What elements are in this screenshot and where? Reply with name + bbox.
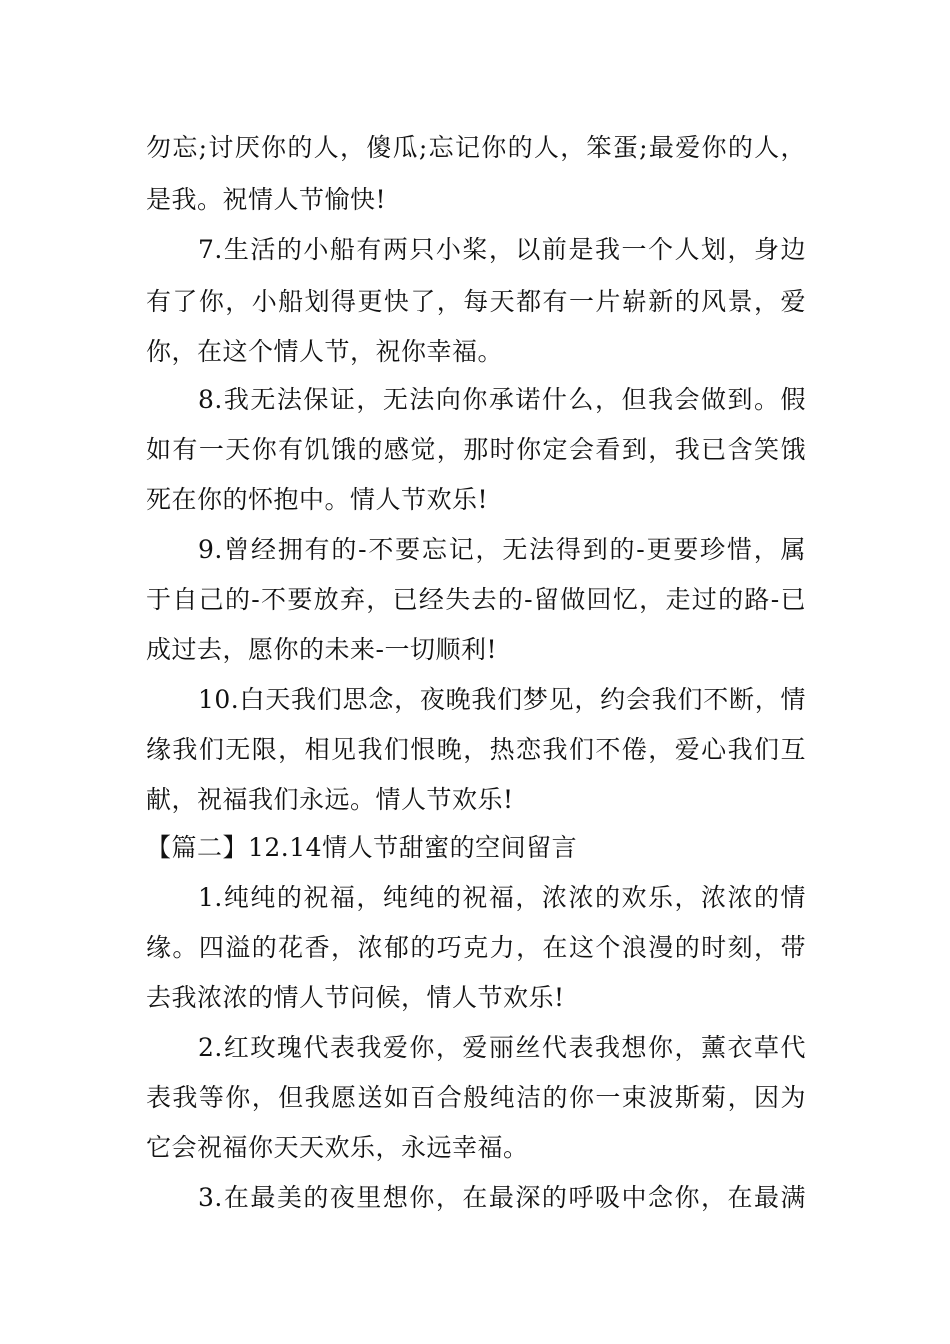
- text-line: 于自己的-不要放弃，已经失去的-留做回忆，走过的路-已: [146, 585, 806, 614]
- paragraph-10-line: 10.白天我们思念，夜晚我们梦见，约会我们不断，情: [198, 685, 806, 714]
- paragraph-7-line: 7.生活的小船有两只小桨，以前是我一个人划，身边: [198, 235, 806, 264]
- paragraph-8-line: 8.我无法保证，无法向你承诺什么，但我会做到。假: [198, 385, 806, 414]
- text-line: 死在你的怀抱中。情人节欢乐!: [146, 485, 489, 514]
- text-line: 你，在这个情人节，祝你幸福。: [146, 337, 504, 366]
- text-line: 献，祝福我们永远。情人节欢乐!: [146, 785, 514, 814]
- text-line: 有了你，小船划得更快了，每天都有一片崭新的风景，爱: [146, 287, 806, 316]
- paragraph-2-line: 2.红玫瑰代表我爱你，爱丽丝代表我想你，薰衣草代: [198, 1033, 806, 1062]
- section-heading: 【篇二】12.14情人节甜蜜的空间留言: [146, 833, 578, 862]
- text-line: 如有一天你有饥饿的感觉，那时你定会看到，我已含笑饿: [146, 435, 806, 464]
- paragraph-1-line: 1.纯纯的祝福，纯纯的祝福，浓浓的欢乐，浓浓的情: [198, 883, 806, 912]
- text-line: 勿忘;讨厌你的人，傻瓜;忘记你的人，笨蛋;最爱你的人，: [146, 133, 806, 162]
- text-line: 表我等你，但我愿送如百合般纯洁的你一束波斯菊，因为: [146, 1083, 806, 1112]
- paragraph-3-line: 3.在最美的夜里想你，在最深的呼吸中念你，在最满: [198, 1183, 806, 1212]
- text-line: 缘我们无限，相见我们恨晚，热恋我们不倦，爱心我们互: [146, 735, 806, 764]
- paragraph-9-line: 9.曾经拥有的-不要忘记，无法得到的-更要珍惜，属: [198, 535, 806, 564]
- text-line: 它会祝福你天天欢乐，永远幸福。: [146, 1133, 529, 1162]
- text-line: 缘。四溢的花香，浓郁的巧克力，在这个浪漫的时刻，带: [146, 933, 806, 962]
- text-line: 成过去，愿你的未来-一切顺利!: [146, 635, 497, 664]
- text-line: 去我浓浓的情人节问候，情人节欢乐!: [146, 983, 565, 1012]
- text-line: 是我。祝情人节愉快!: [146, 185, 387, 214]
